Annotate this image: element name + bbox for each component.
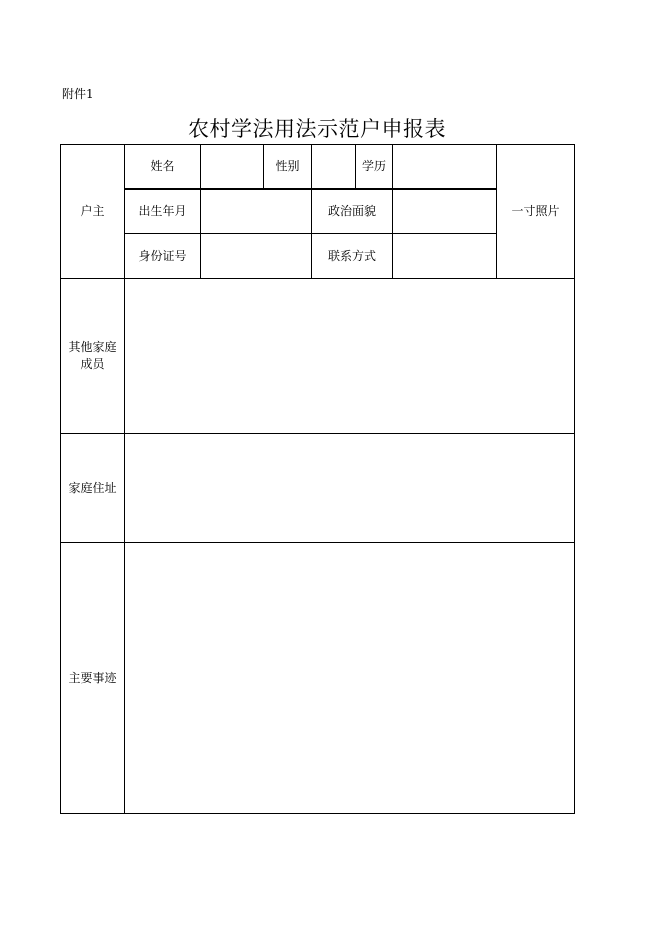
name-field[interactable] [201,145,263,188]
main-deeds-label: 主要事迹 [68,670,117,685]
id-number-field[interactable] [201,234,311,278]
political-status-field[interactable] [393,190,496,233]
contact-label: 联系方式 [327,248,376,263]
photo-placeholder: 一寸照片 [511,204,560,218]
education-label: 学历 [361,159,386,173]
id-number-label: 身份证号 [138,248,187,263]
address-field[interactable] [125,434,574,542]
householder-section-label: 户主 [80,204,105,218]
birth-label: 出生年月 [138,204,187,218]
birth-field[interactable] [201,190,311,233]
address-label: 家庭住址 [68,480,117,495]
political-status-label: 政治面貌 [327,204,376,218]
contact-field[interactable] [393,234,496,278]
table-border-right [574,144,575,814]
family-members-label-line2: 成员 [80,357,105,371]
table-border-bottom [60,813,575,814]
attachment-label: 附件1 [62,87,94,101]
gender-field[interactable] [312,145,355,188]
family-members-label [61,279,124,433]
main-deeds-field[interactable] [125,543,574,813]
name-label: 姓名 [150,159,175,173]
family-members-field[interactable] [125,279,574,433]
gender-label: 性别 [275,159,300,173]
education-field[interactable] [393,145,496,188]
form-title: 农村学法用法示范户申报表 [188,117,446,141]
family-members-label-line1: 其他家庭 [68,340,117,354]
